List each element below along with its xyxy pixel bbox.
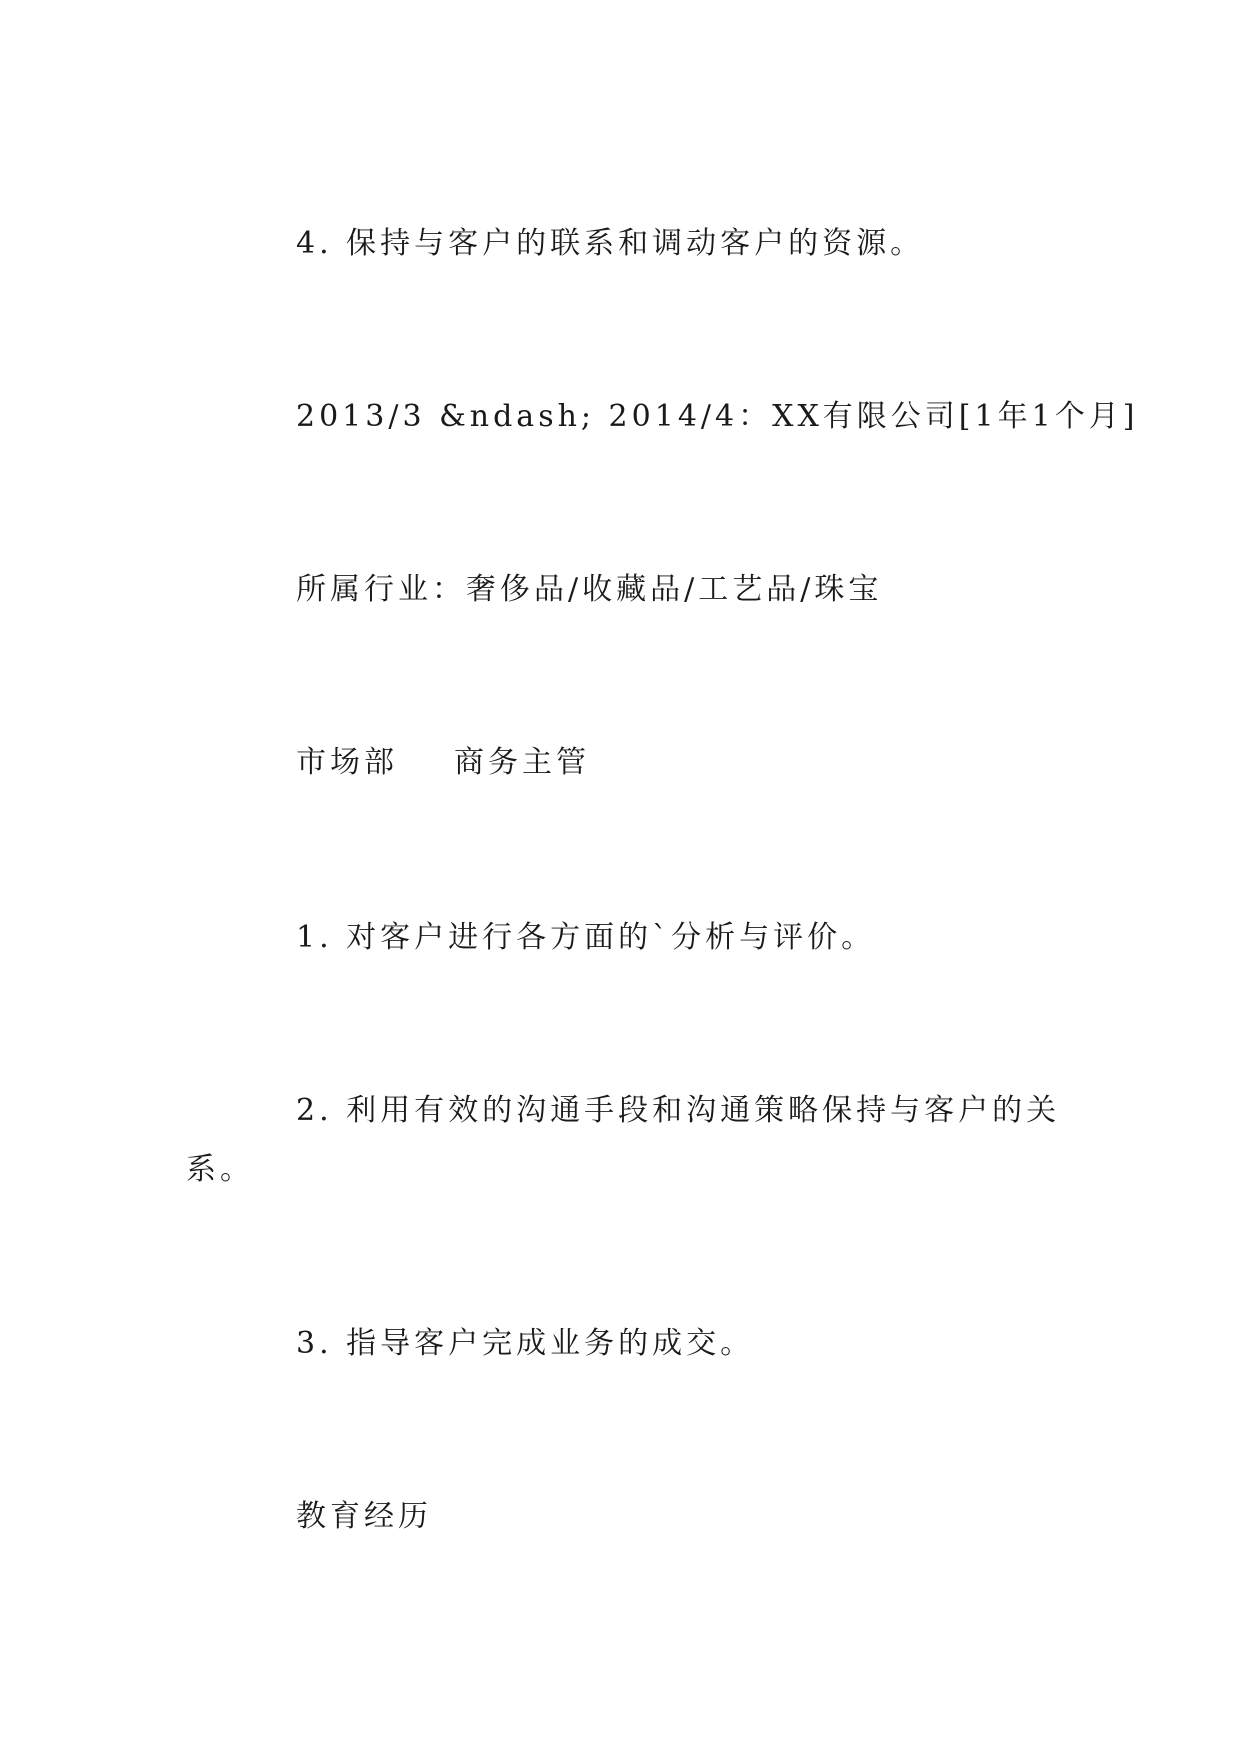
department: 市场部 [296,745,398,780]
section-heading-education: 教育经历 [296,1499,432,1534]
job-position-line [296,743,590,783]
duty-item-3: 3. 指导客户完成业务的成交。 [296,1326,755,1361]
duty-item-2-continuation: 系。 [186,1152,254,1187]
duty-item-4: 4. 保持与客户的联系和调动客户的资源。 [296,226,925,261]
duty-item-2: 2. 利用有效的沟通手段和沟通策略保持与客户的关 [296,1093,1061,1128]
industry-line: 所属行业：奢侈品/收藏品/工艺品/珠宝 [296,572,883,607]
employment-period: 2013/3 &ndash; 2014/4：XX有限公司[1年1个月] [296,399,1139,434]
job-title: 商务主管 [454,745,590,780]
duty-item-1: 1. 对客户进行各方面的`分析与评价。 [296,920,876,955]
